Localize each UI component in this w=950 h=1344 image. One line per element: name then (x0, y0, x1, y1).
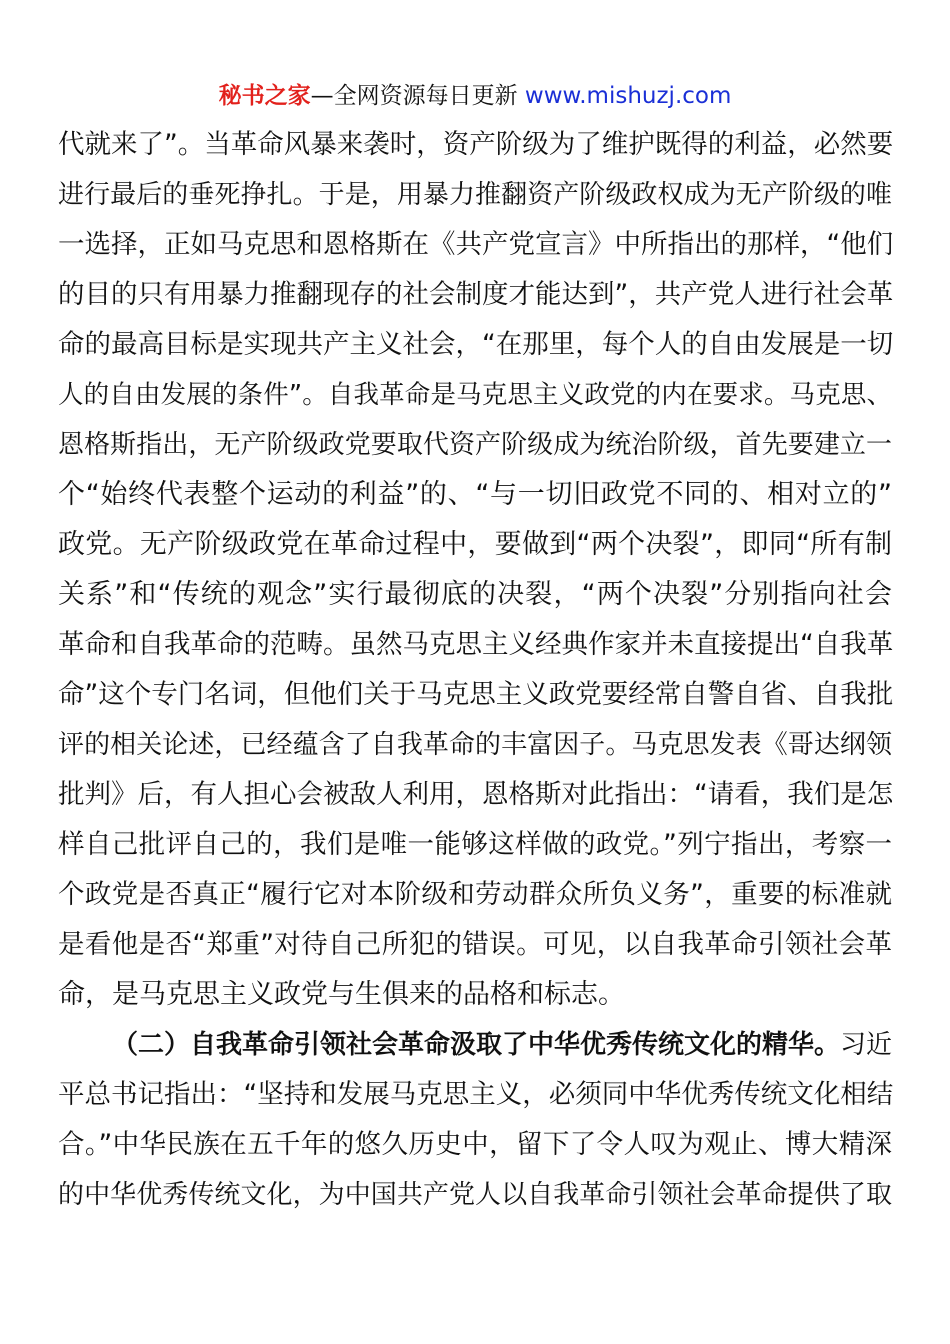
paragraph-line: 命，是马克思主义政党与生俱来的品格和标志。 (58, 979, 625, 1010)
brand-name: 秘书之家 (218, 83, 311, 109)
paragraph-line: 关系”和“传统的观念”实行最彻底的决裂，“两个决裂”分别指向社会 (58, 579, 892, 610)
paragraph-line: 命的最高目标是实现共产主义社会，“在那里，每个人的自由发展是一切 (58, 329, 894, 360)
header-tagline: —全网资源每日更新 (310, 83, 525, 109)
paragraph-line: 样自己批评自己的，我们是唯一能够这样做的政党。”列宁指出，考察一 (58, 829, 892, 860)
paragraph-line: 革命和自我革命的范畴。虽然马克思主义经典作家并未直接提出“自我革 (58, 629, 894, 660)
document-body (58, 120, 892, 1220)
paragraph-line: 代就来了”。当革命风暴来袭时，资产阶级为了维护既得的利益，必然要 (58, 129, 894, 160)
paragraph-line: 平总书记指出：“坚持和发展马克思主义，必须同中华优秀传统文化相结 (58, 1079, 894, 1110)
paragraph-line: 进行最后的垂死挣扎。于是，用暴力推翻资产阶级政权成为无产阶级的唯 (58, 180, 892, 210)
paragraph-line: 政党。无产阶级政党在革命过程中，要做到“两个决裂”，即同“所有制 (58, 529, 892, 560)
paragraph-line: 的目的只有用暴力推翻现存的社会制度才能达到”，共产党人进行社会革 (58, 279, 894, 310)
section-heading: （二）自我革命引领社会革命汲取了中华优秀传统文化的精华。 (112, 1030, 841, 1060)
paragraph-line: 恩格斯指出，无产阶级政党要取代资产阶级成为统治阶级，首先要建立一 (58, 430, 892, 460)
paragraph-line: 个“始终代表整个运动的利益”的、“与一切旧政党不同的、相对立的” (58, 479, 892, 510)
paragraph-line: 人的自由发展的条件”。自我革命是马克思主义政党的内在要求。马克思、 (58, 380, 892, 410)
site-url-link[interactable]: www.mishuzj.com (524, 83, 732, 109)
paragraph-line: 是看他是否“郑重”对待自己所犯的错误。可见，以自我革命引领社会革 (58, 929, 892, 960)
paragraph-line: 命”这个专门名词，但他们关于马克思主义政党要经常自警自省、自我批 (58, 679, 894, 710)
paragraph-line: 评的相关论述，已经蕴含了自我革命的丰富因子。马克思发表《哥达纲领 (58, 730, 892, 760)
section-heading-line (58, 1020, 892, 1070)
paragraph-line: 个政党是否真正“履行它对本阶级和劳动群众所负义务”，重要的标准就 (58, 879, 892, 910)
paragraph-line: 批判》后，有人担心会被敌人利用，恩格斯对此指出：“请看，我们是怎 (58, 779, 894, 810)
section-text: 习近 (840, 1030, 893, 1060)
paragraph-line: 的中华优秀传统文化，为中国共产党人以自我革命引领社会革命提供了取 (58, 1180, 892, 1210)
paragraph-line: 一选择，正如马克思和恩格斯在《共产党宣言》中所指出的那样，“他们 (58, 229, 894, 260)
paragraph-line: 合。”中华民族在五千年的悠久历史中，留下了令人叹为观止、博大精深 (58, 1129, 892, 1160)
page-header (0, 80, 950, 112)
